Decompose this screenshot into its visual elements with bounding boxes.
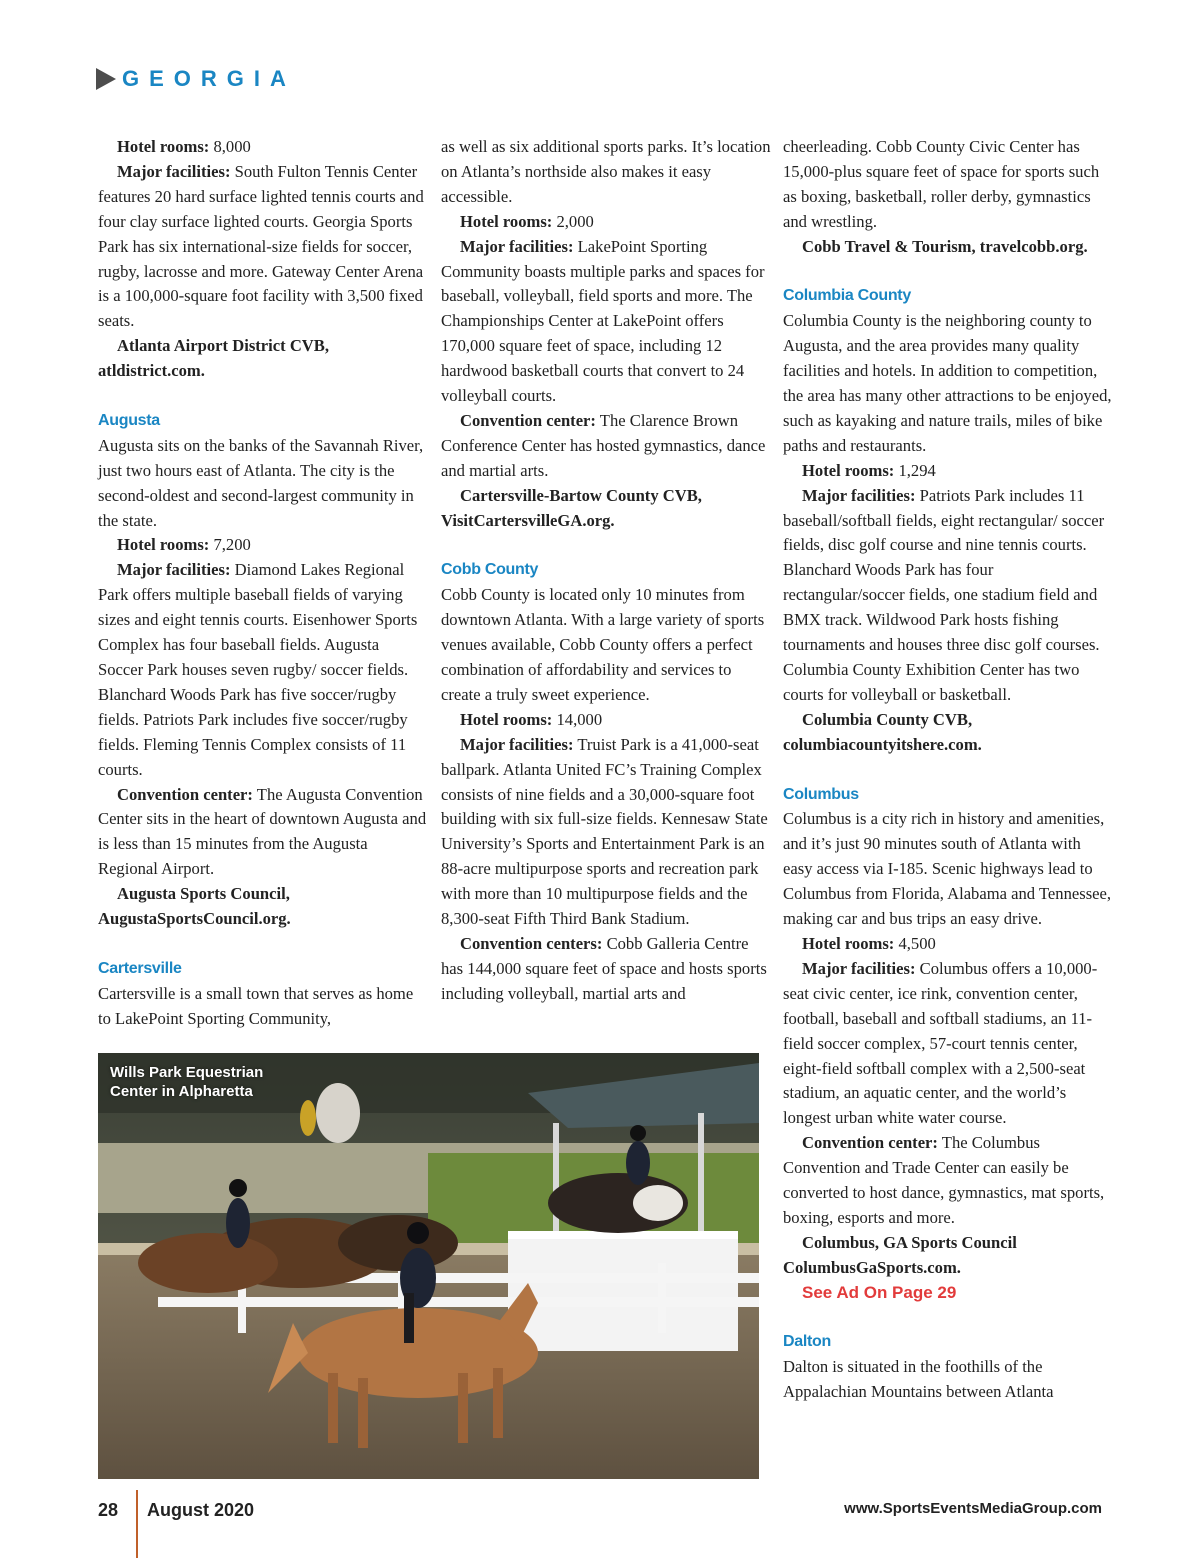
equestrian-photo [98,1053,759,1479]
label: Major facilities: [802,958,916,978]
text: 4,500 [894,933,936,953]
paragraph [98,160,428,334]
paragraph: Augusta sits on the banks of the Savannah River, just two hours east of Atlanta. The city is the second-oldest and second-largest community in the state. [98,435,424,530]
footer-divider [136,1490,138,1558]
text: The Columbus Convention and Trade Center can easily be converted to host dance, gymnastics, mat sports, boxing, esports and more. [783,1133,1105,1227]
text: The Augusta Convention Center sits in the heart of downtown Augusta and is less than 15 minutes from the Augusta Regional Airport. [98,784,427,879]
paragraph [98,783,428,883]
paragraph [441,932,771,1007]
paragraph: Columbus is a city rich in history and amenities, and it’s just 90 minutes south of Atlanta with easy access via I-185. Scenic highways lead to Columbus from Florida, Alabama and Tennessee, making car and bus trips an easy drive. [783,809,1112,929]
paragraph [441,235,771,409]
text: 7,200 [209,535,251,555]
label: Convention center: [460,410,596,430]
section-heading-cobb-county: Cobb County [441,561,539,579]
issue-date: August 2020 [147,1500,255,1520]
contact-line: Cobb Travel & Tourism, travelcobb.org. [802,236,1088,256]
contact-line: Augusta Sports Council, AugustaSportsCouncil.org. [98,884,291,929]
section-heading-dalton: Dalton [783,1333,831,1351]
label: Hotel rooms: [802,460,895,480]
paragraph [441,409,771,484]
page-number: 28 [98,1500,119,1520]
paragraph [441,708,771,733]
paragraph: Columbia County is the neighboring county to Augusta, and the area provides many quality facilities and hotels. In addition to competition, the area has many other attractions to be enjoyed, such as kayaking and nature trails, miles of bike paths and restaurants. [783,311,1112,455]
paragraph [783,1131,1113,1231]
contact-line: Columbus, GA Sports Council ColumbusGaSports.com. [783,1232,1017,1277]
paragraph: Cobb County is located only 10 minutes from downtown Atlanta. With a large variety of sports venues available, Cobb County offers a perfect combination of affordability and services to create a truly sweet experience. [441,585,765,704]
label: Hotel rooms: [460,211,553,231]
paragraph [98,558,428,782]
label: Convention center: [117,784,253,804]
paragraph [783,957,1113,1131]
label: Major facilities: [802,485,916,505]
website-link[interactable]: www.SportsEventsMediaGroup.com [844,1500,1102,1517]
section-header [96,64,296,94]
column-1 [98,135,428,1032]
state-title: GEORGIA [122,66,296,91]
text: Columbus offers a 10,000-seat civic center, ice rink, convention center, football, baseball and softball stadiums, an 11-field soccer complex, 57-court tennis center, eight-field softball complex with a 2,500-seat stadium, an aquatic center, and the world’s longest urban white water course. [783,958,1098,1128]
contact-line: Atlanta Airport District CVB, atldistrict.com. [98,336,329,381]
text: 2,000 [552,211,594,231]
paragraph [783,484,1113,708]
label: Major facilities: [117,560,231,580]
paragraph [441,210,771,235]
section-heading-columbus: Columbus [783,785,859,803]
label: Major facilities: [460,734,574,754]
label: Hotel rooms: [117,137,210,156]
paragraph [98,135,428,160]
text: 1,294 [894,460,936,480]
label: Major facilities: [460,236,574,256]
text: 8,000 [209,137,251,156]
photo-illustration [98,1053,759,1479]
paragraph: cheerleading. Cobb County Civic Center has 15,000-plus square feet of space for sports such as boxing, basketball, roller derby, gymnastics and wrestling. [783,137,1100,231]
text: Cobb Galleria Centre has 144,000 square feet of space and hosts sports including volleyball, martial arts and [441,933,767,1003]
label: Hotel rooms: [460,709,553,729]
text: LakePoint Sporting Community boasts multiple parks and spaces for baseball, volleyball, field sports and more. The Championships Center at LakePoint offers 170,000 square feet of space, including 12 hardwood basketball courts that convert to 24 volleyball courts. [441,236,765,406]
section-heading-cartersville: Cartersville [98,959,182,977]
text: The Clarence Brown Conference Center has hosted gymnastics, dance and martial arts. [441,410,766,480]
photo-caption: Wills Park Equestrian Center in Alpharetta [110,1064,264,1100]
label: Convention center: [802,1133,938,1153]
label: Hotel rooms: [117,535,210,555]
section-heading-columbia-county: Columbia County [783,287,911,305]
paragraph [441,733,771,932]
paragraph: Cartersville is a small town that serves as home to LakePoint Sporting Community, [98,983,414,1028]
paragraph [783,459,1113,484]
label: Convention centers: [460,933,603,953]
label: Hotel rooms: [802,933,895,953]
column-3 [783,135,1113,1405]
text: Patriots Park includes 11 baseball/softball fields, eight rectangular/ soccer fields, disc golf course and nine tennis courts. Blanchard Woods Park has four rectangular/soccer fields, one stadium field and BMX track. Wildwood Park hosts fishing tournaments and houses three disc golf courses. Columbia County Exhibition Center has two courts for volleyball or basketball. [783,485,1105,704]
ad-reference-link[interactable]: See Ad On Page 29 [802,1282,957,1302]
section-heading-augusta: Augusta [98,411,160,429]
text: South Fulton Tennis Center features 20 hard surface lighted tennis courts and four clay surface lighted courts. Georgia Sports Park has six international-size fields for soccer, rugby, lacrosse and more. Gateway Center Arena is a 100,000-square foot facility with 3,500 fixed seats. [98,161,424,331]
text: 14,000 [552,709,603,729]
paragraph [783,932,1113,957]
triangle-arrow-icon [96,68,116,90]
label: Major facilities: [117,161,231,181]
contact-line: Columbia County CVB, columbiacountyitshere.com. [783,709,982,754]
text: Truist Park is a 41,000-seat ballpark. Atlanta United FC’s Training Complex consists of nine fields and a 30,000-square foot building with six full-size fields. Kennesaw State University’s Sports and Entertainment Park is an 88-acre multipurpose sports and recreation park with more than 10 multipurpose fields and the 8,300-seat Fifth Third Bank Stadium. [441,734,768,929]
text: Diamond Lakes Regional Park offers multiple baseball fields of varying sizes and eight tennis courts. Eisenhower Sports Complex has four baseball fields. Augusta Soccer Park houses seven rugby/ soccer fields. Blanchard Woods Park has five soccer/rugby fields. Patriots Park includes five soccer/rugby fields. Fleming Tennis Complex consists of 11 courts. [98,560,418,779]
paragraph: as well as six additional sports parks. It’s location on Atlanta’s northside also makes it easy accessible. [441,137,771,206]
paragraph [98,533,428,558]
contact-line: Cartersville-Bartow County CVB, VisitCartersvilleGA.org. [441,485,702,530]
paragraph: Dalton is situated in the foothills of the Appalachian Mountains between Atlanta [783,1357,1054,1402]
column-2 [441,135,771,1007]
